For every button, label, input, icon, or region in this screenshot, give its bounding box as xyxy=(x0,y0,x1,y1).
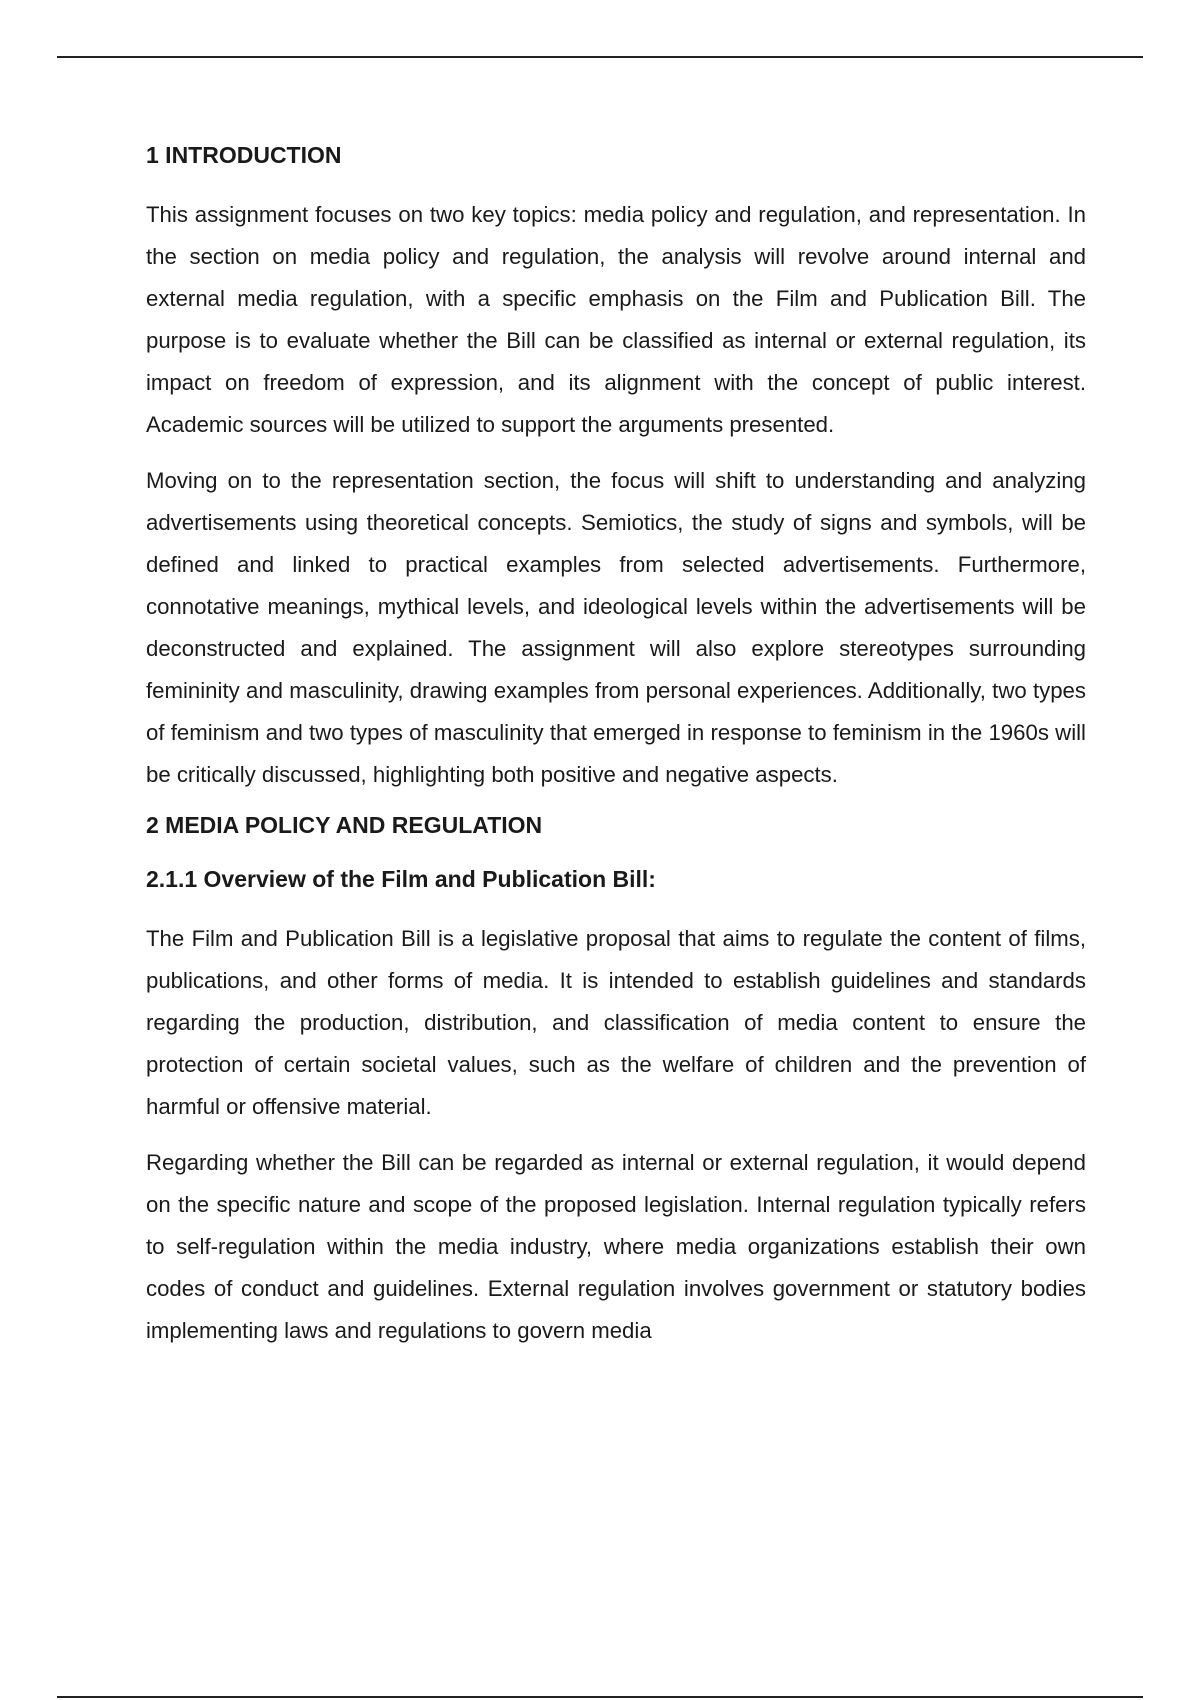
overview-paragraph-1: The Film and Publication Bill is a legislative proposal that aims to regulate the content of films, publications, and other forms of media. It is intended to establish guidelines and standards regarding the production, distribution, and classification of media content to ensure the protection of certain societal values, such as the welfare of children and the prevention of harmful or offensive material. xyxy=(146,926,1086,1119)
subsection-heading-overview: 2.1.1 Overview of the Film and Publication Bill: xyxy=(146,866,656,892)
header-rule xyxy=(57,56,1143,58)
document-body xyxy=(146,140,1086,1366)
overview-paragraph-2: Regarding whether the Bill can be regarded as internal or external regulation, it would depend on the specific nature and scope of the proposed legislation. Internal regulation typically refers to self-regulation within the media industry, where media organizations establish their own codes of conduct and guidelines. External regulation involves government or statutory bodies implementing laws and regulations to govern media xyxy=(146,1150,1086,1343)
section-heading-media-policy: 2 MEDIA POLICY AND REGULATION xyxy=(146,812,543,838)
section-heading-introduction: 1 INTRODUCTION xyxy=(146,142,342,168)
introduction-paragraph-1: This assignment focuses on two key topics: media policy and regulation, and representation. In the section on media policy and regulation, the analysis will revolve around internal and external media regulation, with a specific emphasis on the Film and Publication Bill. The purpose is to evaluate whether the Bill can be classified as internal or external regulation, its impact on freedom of expression, and its alignment with the concept of public interest. Academic sources will be utilized to support the arguments presented. xyxy=(146,202,1086,437)
footer-rule xyxy=(57,1696,1143,1698)
introduction-paragraph-2: Moving on to the representation section, the focus will shift to understanding and analyzing advertisements using theoretical concepts. Semiotics, the study of signs and symbols, will be defined and linked to practical examples from selected advertisements. Furthermore, connotative meanings, mythical levels, and ideological levels within the advertisements will be deconstructed and explained. The assignment will also explore stereotypes surrounding femininity and masculinity, drawing examples from personal experiences. Additionally, two types of feminism and two types of masculinity that emerged in response to feminism in the 1960s will be critically discussed, highlighting both positive and negative aspects. xyxy=(146,468,1086,787)
